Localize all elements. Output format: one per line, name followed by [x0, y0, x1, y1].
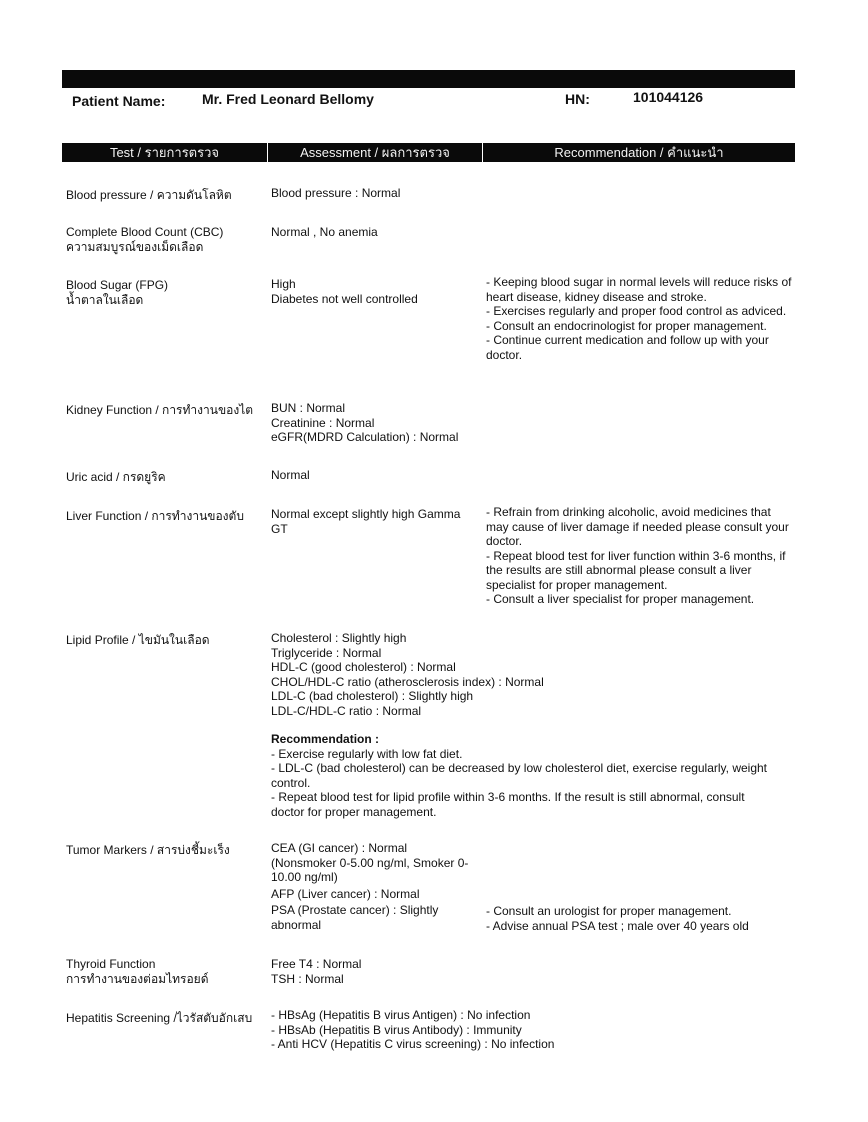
- row-lipid-assessment-1: Cholesterol : Slightly high: [271, 631, 407, 645]
- patient-name-label: Patient Name:: [72, 93, 166, 109]
- hn-value: 101044126: [633, 89, 704, 105]
- row-sugar-assessment-2: Diabetes not well controlled: [271, 291, 418, 306]
- row-tumor-assessment-1: CEA (GI cancer) : Normal: [271, 841, 408, 855]
- row-kidney-assessment: [271, 401, 486, 445]
- row-kidney-assessment-3: eGFR(MDRD Calculation) : Normal: [271, 430, 459, 444]
- row-cbc-test: [66, 225, 266, 254]
- row-tumor-assessment: [271, 841, 483, 932]
- column-header-assessment: Assessment / ผลการตรวจ: [268, 143, 482, 162]
- row-liver-assessment: [271, 507, 479, 536]
- row-lipid-assessment-5: LDL-C (bad cholesterol) : Slightly high: [271, 689, 474, 703]
- row-kidney-test: Kidney Function / การทำงานของไต: [66, 403, 254, 417]
- row-lipid-rec-2: - LDL-C (bad cholesterol) can be decreased by low cholesterol diet, exercise regularly, weight control.: [271, 761, 768, 790]
- row-lipid-rec-title: Recommendation :: [271, 732, 380, 746]
- row-thyroid-assessment-2: TSH : Normal: [271, 971, 344, 986]
- row-hepatitis-assessment-3: - Anti HCV (Hepatitis C virus screening) : No infection: [271, 1037, 555, 1051]
- row-uric-assessment: Normal: [271, 468, 310, 482]
- row-sugar-recommendation: [486, 275, 796, 362]
- row-sugar-rec-3: - Consult an endocrinologist for proper management.: [486, 318, 767, 333]
- row-sugar-test: [66, 278, 266, 307]
- row-cbc-test-en: Complete Blood Count (CBC): [66, 225, 224, 239]
- row-lipid-assessment: [271, 631, 781, 718]
- row-thyroid-test-en: Thyroid Function: [66, 957, 156, 971]
- row-thyroid-test: [66, 957, 266, 986]
- row-tumor-assessment-3: AFP (Liver cancer) : Normal: [271, 886, 420, 901]
- row-thyroid-assessment: [271, 957, 486, 986]
- row-tumor-test: Tumor Markers / สารบ่งชี้มะเร็ง: [66, 843, 230, 857]
- row-sugar-rec-1: - Keeping blood sugar in normal levels will reduce risks of heart disease, kidney disease and stroke.: [486, 275, 792, 304]
- row-tumor-recommendation: [486, 904, 796, 933]
- row-tumor-rec-1: - Consult an urologist for proper management.: [486, 904, 732, 918]
- row-liver-test: Liver Function / การทำงานของตับ: [66, 509, 244, 523]
- row-lipid-assessment-4: CHOL/HDL-C ratio (atherosclerosis index) : Normal: [271, 674, 544, 689]
- header-bar: [62, 70, 795, 88]
- row-bp-test: Blood pressure / ความดันโลหิต: [66, 188, 232, 202]
- row-tumor-assessment-2: (Nonsmoker 0-5.00 ng/ml, Smoker 0-10.00 ng/ml): [271, 855, 469, 884]
- row-liver-rec-1: - Refrain from drinking alcoholic, avoid medicines that may cause of liver damage if needed please consult your doctor.: [486, 505, 789, 548]
- row-hepatitis-assessment: [271, 1008, 781, 1052]
- row-hepatitis-assessment-1: - HBsAg (Hepatitis B virus Antigen) : No infection: [271, 1008, 531, 1022]
- row-liver-recommendation: [486, 505, 796, 607]
- row-tumor-assessment-4: PSA (Prostate cancer) : Slightly abnormal: [271, 903, 439, 932]
- row-thyroid-assessment-1: Free T4 : Normal: [271, 957, 362, 971]
- row-cbc-test-th: ความสมบูรณ์ของเม็ดเลือด: [66, 239, 204, 254]
- row-liver-assessment-1: Normal except slightly high Gamma GT: [271, 507, 461, 536]
- row-lipid-assessment-6: LDL-C/HDL-C ratio : Normal: [271, 703, 422, 718]
- row-liver-rec-3: - Consult a liver specialist for proper management.: [486, 592, 755, 606]
- row-lipid-assessment-3: HDL-C (good cholesterol) : Normal: [271, 660, 456, 674]
- row-lipid-rec-1: - Exercise regularly with low fat diet.: [271, 746, 463, 761]
- row-sugar-assessment: [271, 277, 486, 306]
- row-sugar-test-en: Blood Sugar (FPG): [66, 278, 169, 292]
- row-thyroid-test-th: การทำงานของต่อมไทรอยด์: [66, 971, 209, 986]
- row-lipid-test: Lipid Profile / ไขมันในเลือด: [66, 633, 210, 647]
- row-uric-test: Uric acid / กรดยูริค: [66, 470, 166, 484]
- row-kidney-assessment-1: BUN : Normal: [271, 401, 346, 415]
- row-tumor-rec-2: - Advise annual PSA test ; male over 40 years old: [486, 918, 749, 933]
- row-sugar-assessment-1: High: [271, 277, 296, 291]
- row-sugar-rec-2: - Exercises regularly and proper food control as adviced.: [486, 304, 787, 318]
- row-kidney-assessment-2: Creatinine : Normal: [271, 415, 375, 430]
- column-header-test: Test / รายการตรวจ: [62, 143, 267, 162]
- row-hepatitis-assessment-2: - HBsAb (Hepatitis B virus Antibody) : Immunity: [271, 1022, 522, 1037]
- patient-name: Mr. Fred Leonard Bellomy: [202, 91, 374, 107]
- row-lipid-assessment-2: Triglyceride : Normal: [271, 645, 382, 660]
- row-liver-rec-2: - Repeat blood test for liver function within 3-6 months, if the results are still abnormal please consult a liver specialist for proper management.: [486, 548, 786, 592]
- row-sugar-test-th: น้ำตาลในเลือด: [66, 292, 144, 307]
- row-cbc-assessment: Normal , No anemia: [271, 225, 378, 239]
- row-lipid-rec-3: - Repeat blood test for lipid profile within 3-6 months. If the result is still abnormal, consult doctor for proper management.: [271, 790, 745, 819]
- row-sugar-rec-4: - Continue current medication and follow up with your doctor.: [486, 333, 769, 362]
- row-hepatitis-test: Hepatitis Screening /ไวรัสตับอักเสบ: [66, 1011, 253, 1025]
- hn-label: HN:: [565, 91, 590, 107]
- column-header-recommendation: Recommendation / คำแนะนำ: [483, 143, 795, 162]
- row-lipid-recommendation: [271, 732, 776, 819]
- row-bp-assessment: Blood pressure : Normal: [271, 186, 401, 200]
